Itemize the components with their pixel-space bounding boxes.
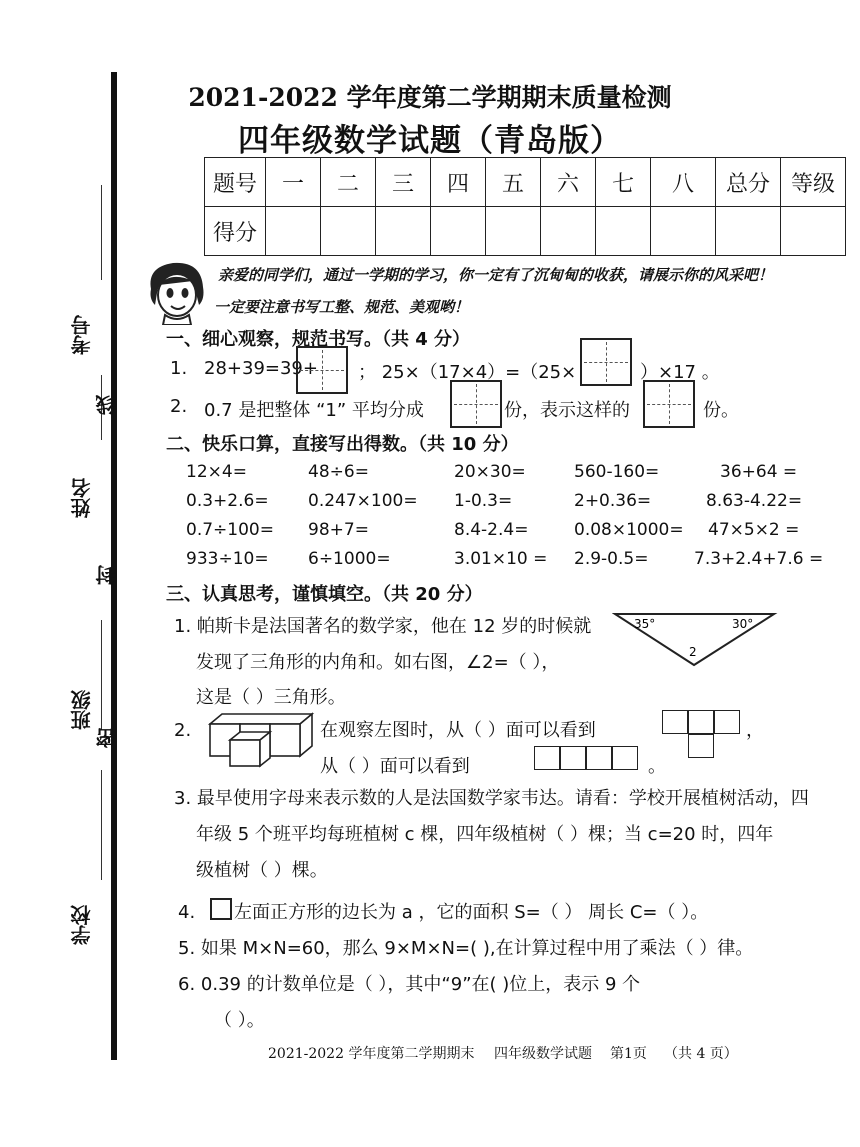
triangle-figure (612, 610, 778, 668)
score-table (204, 157, 846, 256)
answer-box[interactable] (643, 380, 695, 428)
answer-box[interactable] (296, 346, 348, 394)
exam-no-underline (101, 185, 102, 280)
s3-q2-number: 2. (174, 720, 192, 741)
intro-line-1: 亲爱的同学们，通过一学期的学习，你一定有了沉甸甸的收获，请展示你的风采吧！ (218, 266, 774, 284)
view-grid-cell (560, 746, 586, 770)
intro-line-2: 一定要注意书写工整、规范、美观哟！ (214, 298, 470, 316)
score-cell: 等级 (781, 158, 846, 207)
s1-q1-text-a: 28+39=39+ (204, 358, 318, 379)
view-grid-cell (534, 746, 560, 770)
school-label: 学校 (70, 905, 94, 945)
score-table-score-row (205, 207, 846, 256)
calc-item: 8.63-4.22= (706, 491, 803, 511)
view-grid-cell (688, 710, 714, 734)
section-1-title: 一、细心观察，规范书写。（共 4 分） (166, 329, 471, 350)
answer-box[interactable] (450, 380, 502, 428)
calc-item: 98+7= (308, 520, 369, 540)
name-label: 姓名 (70, 478, 94, 518)
calc-item: 933÷10= (186, 549, 269, 569)
score-blank[interactable] (716, 207, 781, 256)
seal-feng-label: 封 (95, 565, 119, 585)
angle-label: 35° (634, 617, 656, 631)
class-underline (101, 620, 102, 730)
view-grid-cell (688, 734, 714, 758)
calc-item: 36+64 = (720, 462, 798, 482)
calc-item: 8.4-2.4= (454, 520, 529, 540)
s3-q3-line-1: 3. 最早使用字母来表示数的人是法国数学家韦达。请看：学校开展植树活动，四 (174, 788, 809, 809)
score-cell: 六 (541, 158, 596, 207)
score-cell: 总分 (716, 158, 781, 207)
score-blank[interactable] (321, 207, 376, 256)
score-row-label: 得分 (205, 207, 266, 256)
section-3-title: 三、认真思考，谨慎填空。（共 20 分） (166, 584, 483, 605)
score-blank[interactable] (266, 207, 321, 256)
school-underline (101, 770, 102, 880)
angle-label: 30° (732, 617, 754, 631)
calc-item: 6÷1000= (308, 549, 391, 569)
view-grid-cell (586, 746, 612, 770)
seal-mi-label: 密 (95, 728, 119, 748)
score-blank[interactable] (376, 207, 431, 256)
score-blank[interactable] (781, 207, 846, 256)
s1-q1-number: 1. (170, 358, 188, 379)
seal-line-label: 线 (95, 395, 119, 415)
s3-q5-text: 5. 如果 M×N=60，那么 9×M×N=( ),在计算过程中用了乘法（ ）律。 (178, 938, 754, 959)
s3-q1-line-2: 发现了三角形的内角和。如右图，∠2=（ ）， (196, 652, 560, 673)
s1-q2-text-c: 份。 (703, 400, 739, 421)
s3-q6-line-2: （ ）。 (214, 1010, 265, 1031)
calc-item: 0.3+2.6= (186, 491, 269, 511)
score-blank[interactable] (486, 207, 541, 256)
calc-item: 7.3+2.4+7.6 = (694, 549, 824, 569)
s3-q2-line-2: 从（ ）面可以看到 (320, 756, 470, 777)
s3-q2-comma: ， (746, 720, 764, 741)
score-blank[interactable] (431, 207, 486, 256)
score-cell: 四 (431, 158, 486, 207)
calc-item: 20×30= (454, 462, 526, 482)
score-cell: 二 (321, 158, 376, 207)
score-cell: 三 (376, 158, 431, 207)
calc-item: 0.08×1000= (574, 520, 684, 540)
score-cell: 一 (266, 158, 321, 207)
s3-q4-text: 左面正方形的边长为 a ，它的面积 S=（ ） 周长 C=（ ）。 (234, 902, 709, 923)
calc-item: 12×4= (186, 462, 247, 482)
calc-item: 0.7÷100= (186, 520, 274, 540)
s3-q1-line-1: 1. 帕斯卡是法国著名的数学家，他在 12 岁的时候就 (174, 616, 592, 637)
score-cell: 五 (486, 158, 541, 207)
footer-total-pages: （共 4 页） (664, 1046, 738, 1062)
view-grid-cell (714, 710, 740, 734)
calc-item: 2.9-0.5= (574, 549, 649, 569)
score-cell: 八 (651, 158, 716, 207)
square-icon (210, 898, 232, 920)
calc-item: 47×5×2 = (708, 520, 800, 540)
footer-subject: 四年级数学试题 (494, 1046, 592, 1062)
s1-q2-text-a: 0.7 是把整体 “1” 平均分成 (204, 400, 424, 421)
angle-label: 2 (689, 645, 697, 659)
calc-item: 3.01×10 = (454, 549, 548, 569)
view-grid-cell (612, 746, 638, 770)
cubes-figure (208, 710, 318, 768)
girl-mascot-icon (143, 259, 211, 325)
score-cell: 七 (596, 158, 651, 207)
calc-item: 0.247×100= (308, 491, 418, 511)
s3-q4-number: 4. (178, 902, 196, 923)
exam-title: 2021-2022 学年度第二学期期末质量检测 (188, 83, 672, 112)
score-table-header-row (205, 158, 846, 207)
s3-q3-line-2: 年级 5 个班平均每班植树 c 棵，四年级植树（ ）棵；当 c=20 时，四年 (196, 824, 774, 845)
s1-q2-number: 2. (170, 396, 188, 417)
score-blank[interactable] (651, 207, 716, 256)
score-cell: 题号 (205, 158, 266, 207)
s1-q1-text-b: ； 25×（17×4）=（25× (358, 362, 577, 383)
answer-box[interactable] (580, 338, 632, 386)
class-label: 班级 (70, 690, 94, 730)
calc-item: 560-160= (574, 462, 660, 482)
footer-term: 2021-2022 学年度第二学期期末 (268, 1046, 475, 1062)
s1-q2-text-b: 份，表示这样的 (504, 400, 630, 421)
s3-q1-line-3: 这是（ ）三角形。 (196, 687, 346, 708)
s3-q6-line-1: 6. 0.39 的计数单位是（ ），其中“9”在( )位上，表示 9 个 (178, 974, 641, 995)
exam-subtitle: 四年级数学试题（青岛版） (238, 123, 622, 159)
score-blank[interactable] (596, 207, 651, 256)
s3-q2-period: 。 (648, 756, 666, 777)
s3-q2-line-1: 在观察左图时，从（ ）面可以看到 (320, 720, 596, 741)
calc-item: 48÷6= (308, 462, 369, 482)
s1-q1-text-c: ）×17 。 (640, 362, 720, 383)
calc-item: 1-0.3= (454, 491, 513, 511)
s3-q3-line-3: 级植树（ ）棵。 (196, 860, 328, 881)
calc-item: 2+0.36= (574, 491, 652, 511)
score-blank[interactable] (541, 207, 596, 256)
view-grid-cell (662, 710, 688, 734)
exam-no-label: 考号 (70, 315, 94, 355)
footer-page-number: 第1页 (610, 1046, 647, 1062)
section-2-title: 二、快乐口算，直接写出得数。（共 10 分） (166, 434, 519, 455)
